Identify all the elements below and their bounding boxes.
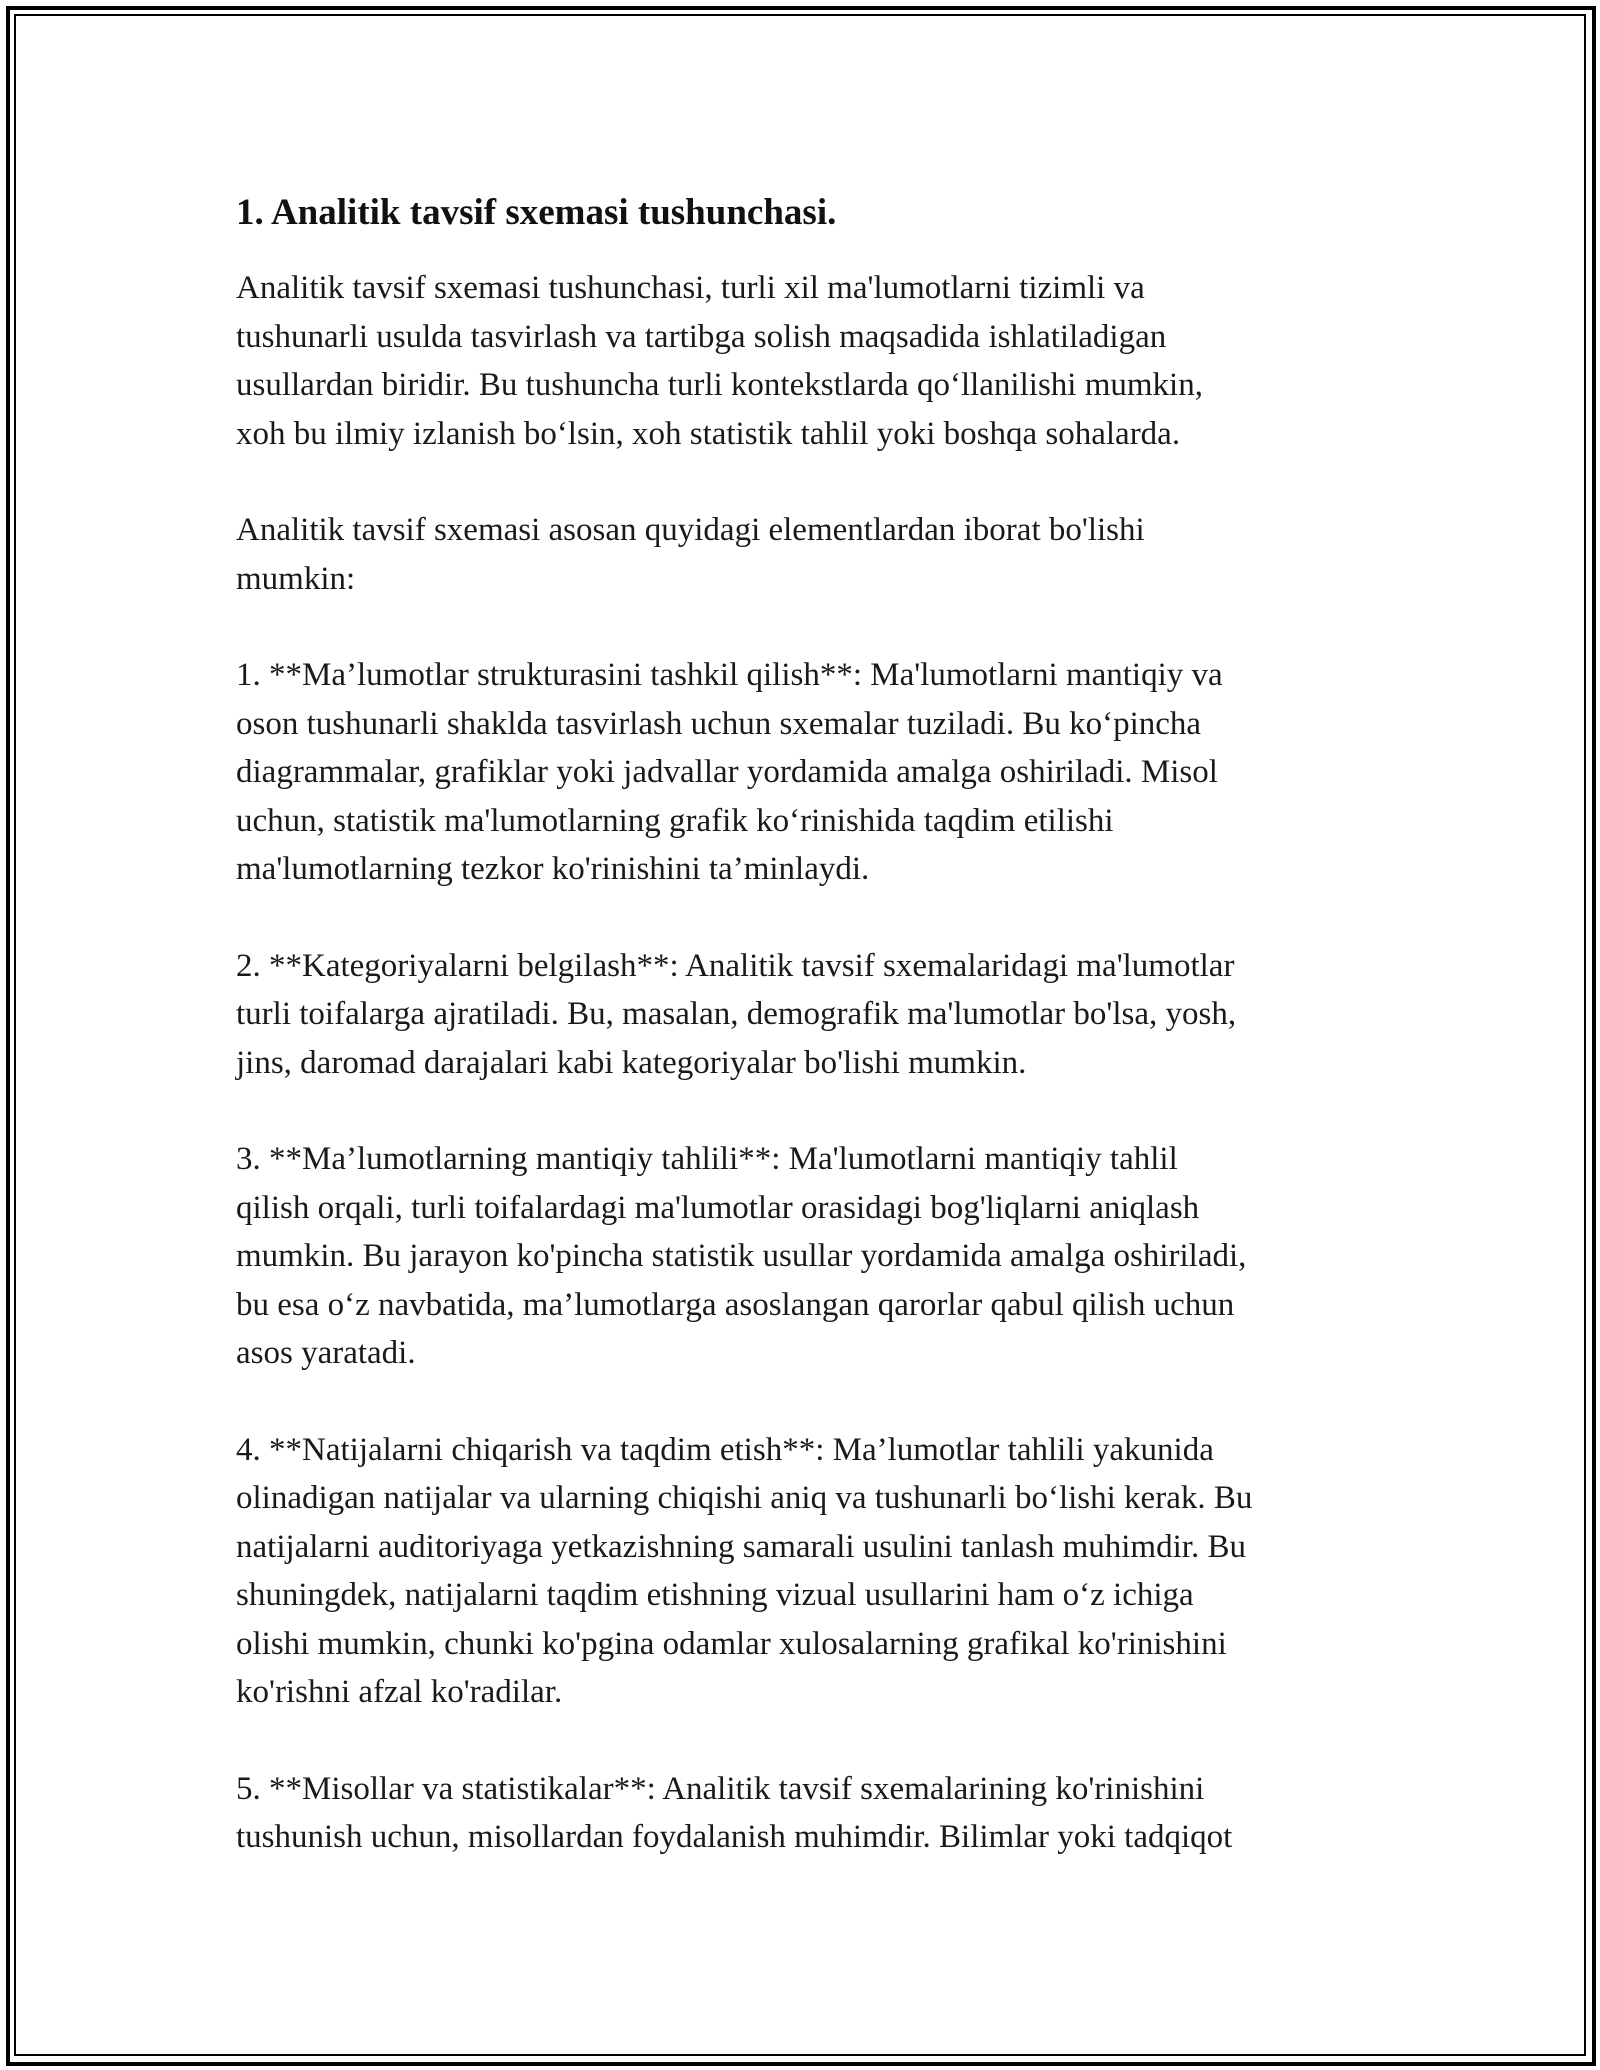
list-item-5-paragraph: 5. **Misollar va statistikalar**: Analitik tavsif sxemalarining ko'rinishini tushunish uchun, misollardan foydalanish muhimdir. Bilimlar yoki tadqiqot bbox=[236, 1770, 1233, 1855]
list-item-1-paragraph: 1. **Ma’lumotlar strukturasini tashkil qilish**: Ma'lumotlarni mantiqiy va oson tushunarli shakldа tasvirlash uchun sxemalar tuziladi. Bu ko‘pincha diagrammalar, grafiklar yoki jadvallar yordamida amalga oshiriladi. Misol uchun, statistik ma'lumotlarning grafik ko‘rinishida taqdim etilishi ma'lumotlarning tezkor ko'rinishini ta’minlaydi. bbox=[236, 657, 1223, 887]
document-body bbox=[236, 188, 1386, 1910]
list-item-4-paragraph: 4. **Natijalarni chiqarish va taqdim etish**: Ma’lumotlar tahlili yakunida olinadigan natijalar va ularning chiqishi aniq va tushunarli bo‘lishi kerak. Bu natijalarni auditoriyaga yetkazishning samarali usulini tanlash muhimdir. Bu shuningdek, natijalarni taqdim etishning vizual usullarini ham o‘z ichiga olishi mumkin, chunki ko'pgina odamlar xulosalarning grafikal ko'rinishini ko'rishni afzal ko'radilar. bbox=[236, 1431, 1253, 1710]
list-item-2-paragraph: 2. **Kategoriyalarni belgilash**: Analitik tavsif sxemalaridagi ma'lumotlar turli toifalarga ajratiladi. Bu, masalan, demografik ma'lumotlar bo'lsa, yosh, jins, daromad darajalari kabi kategoriyalar bo'lishi mumkin. bbox=[236, 947, 1237, 1081]
section-heading: 1. Analitik tavsif sxemasi tushunchasi. bbox=[236, 192, 837, 233]
list-item-3-paragraph: 3. **Ma’lumotlarning mantiqiy tahlili**: Ma'lumotlarni mantiqiy tahlil qilish orqali, turli toifalardagi ma'lumotlar orasidagi bog'liqlarni aniqlash mumkin. Bu jarayon ko'pincha statistik usullar yordamida amalga oshiriladi, bu esa o‘z navbatida, ma’lumotlarga asoslangan qarorlar qabul qilish uchun asos yaratadi. bbox=[236, 1141, 1247, 1371]
intro-paragraph: Analitik tavsif sxemasi tushunchasi, turli xil ma'lumotlarni tizimli va tushunarli usulda tasvirlash va tartibga solish maqsadida ishlatiladigan usullardan biridir. Bu tushuncha turli kontekstlarda qo‘llanilishi mumkin, xoh bu ilmiy izlanish bo‘lsin, xoh statistik tahlil yoki boshqa sohalarda. bbox=[236, 270, 1203, 452]
elements-lead-paragraph: Analitik tavsif sxemasi asosan quyidagi elementlardan iborat bo'lishi mumkin: bbox=[236, 512, 1145, 597]
